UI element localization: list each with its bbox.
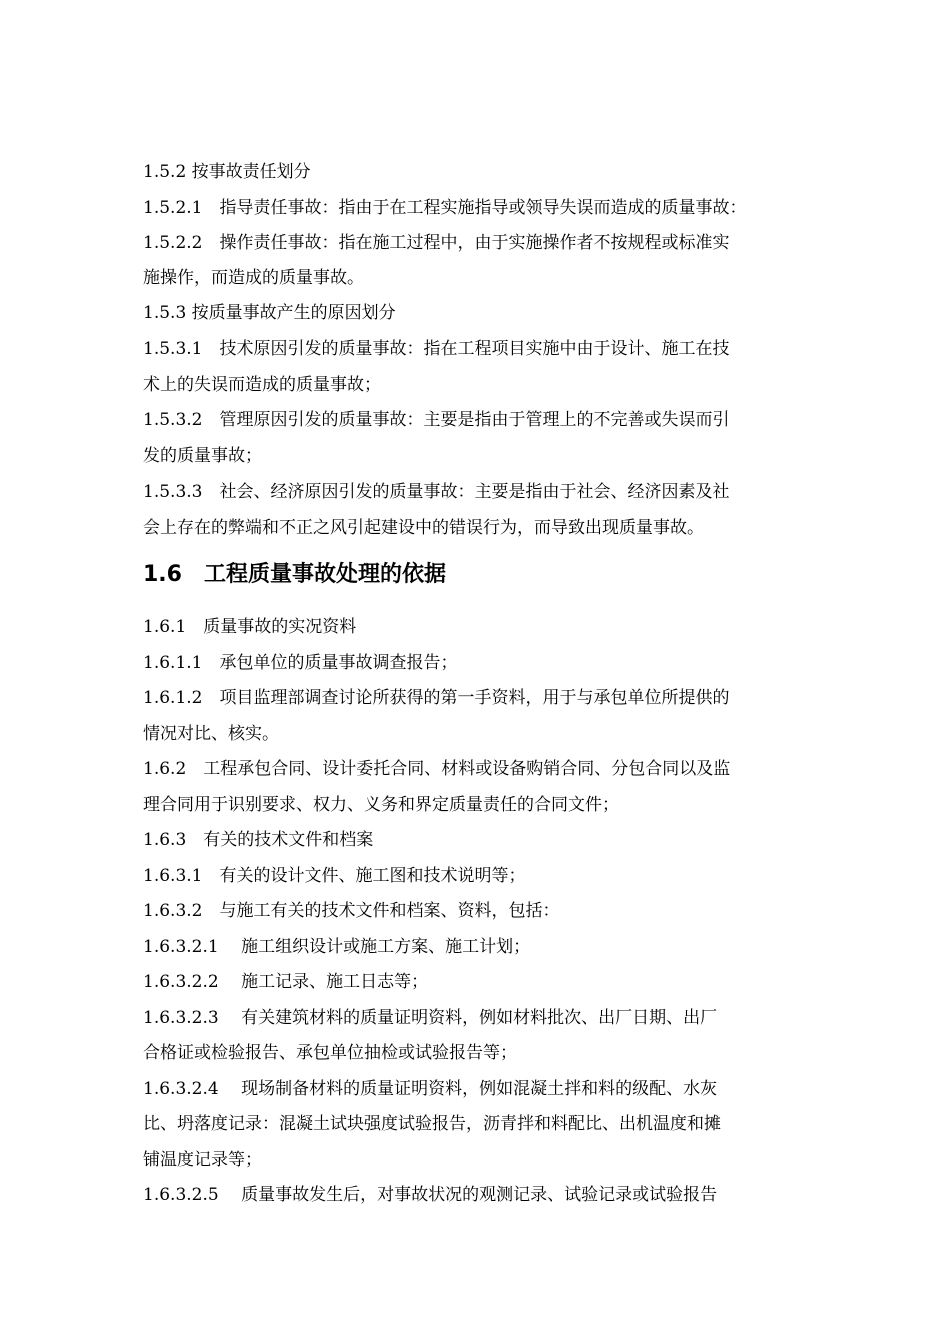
text-line: 合格证或检验报告、承包单位抽检或试验报告等； bbox=[143, 1043, 517, 1063]
text-line: 1.6.1.2 项目监理部调查讨论所获得的第一手资料，用于与承包单位所提供的 bbox=[143, 688, 730, 708]
text-line: 理合同用于识别要求、权力、义务和界定质量责任的合同文件； bbox=[143, 795, 619, 815]
text-line: 1.6.1 质量事故的实况资料 bbox=[143, 617, 357, 637]
text-line: 1.5.2.1 指导责任事故：指由于在工程实施指导或领导失误而造成的质量事故： bbox=[143, 198, 747, 218]
text-line: 1.6.3.2.3 有关建筑材料的质量证明资料，例如材料批次、出厂日期、出厂 bbox=[143, 1008, 718, 1028]
text-line: 1.6.3.2.4 现场制备材料的质量证明资料，例如混凝土拌和料的级配、水灰 bbox=[143, 1079, 718, 1099]
text-line: 1.6.1.1 承包单位的质量事故调查报告； bbox=[143, 653, 458, 673]
text-line: 1.5.3.1 技术原因引发的质量事故：指在工程项目实施中由于设计、施工在技 bbox=[143, 339, 730, 359]
text-line: 1.6.3.2 与施工有关的技术文件和档案、资料，包括： bbox=[143, 901, 560, 921]
text-line: 1.6.3.1 有关的设计文件、施工图和技术说明等； bbox=[143, 866, 526, 886]
text-line: 1.6.2 工程承包合同、设计委托合同、材料或设备购销合同、分包合同以及监 bbox=[143, 759, 731, 779]
text-line: 会上存在的弊端和不正之风引起建设中的错误行为，而导致出现质量事故。 bbox=[143, 518, 704, 538]
text-line: 1.6.3.2.2 施工记录、施工日志等； bbox=[143, 972, 429, 992]
text-line: 术上的失误而造成的质量事故； bbox=[143, 375, 381, 395]
text-line: 1.5.2 按事故责任划分 bbox=[143, 162, 311, 182]
section-heading-1-6: 1.6 工程质量事故处理的依据 bbox=[143, 562, 446, 587]
text-line: 情况对比、核实。 bbox=[143, 724, 279, 744]
text-line: 1.5.3 按质量事故产生的原因划分 bbox=[143, 303, 396, 323]
text-line: 比、坍落度记录：混凝土试块强度试验报告，沥青拌和料配比、出机温度和摊 bbox=[143, 1114, 721, 1134]
text-line: 1.6.3 有关的技术文件和档案 bbox=[143, 830, 374, 850]
text-line: 1.5.2.2 操作责任事故：指在施工过程中，由于实施操作者不按规程或标准实 bbox=[143, 233, 730, 253]
text-line: 施操作，而造成的质量事故。 bbox=[143, 268, 364, 288]
text-line: 发的质量事故； bbox=[143, 446, 262, 466]
text-line: 1.5.3.3 社会、经济原因引发的质量事故：主要是指由于社会、经济因素及社 bbox=[143, 482, 730, 502]
text-line: 1.5.3.2 管理原因引发的质量事故：主要是指由于管理上的不完善或失误而引 bbox=[143, 410, 730, 430]
text-line: 1.6.3.2.1 施工组织设计或施工方案、施工计划； bbox=[143, 937, 531, 957]
text-line: 铺温度记录等； bbox=[143, 1150, 262, 1170]
text-line: 1.6.3.2.5 质量事故发生后，对事故状况的观测记录、试验记录或试验报告 bbox=[143, 1185, 718, 1205]
